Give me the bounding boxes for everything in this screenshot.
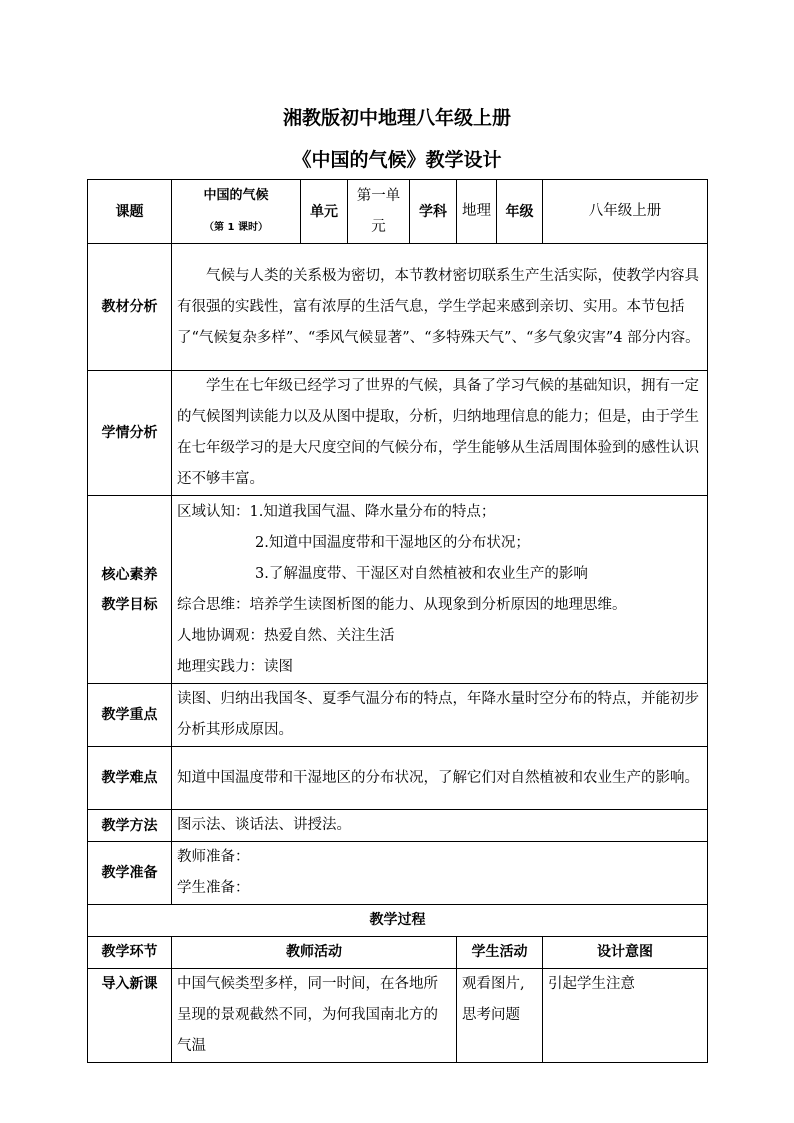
subject-label: 课题	[88, 180, 172, 244]
material-label: 教材分析	[88, 244, 172, 371]
goal-line-6: 地理实践力：读图	[177, 658, 293, 675]
table-row	[88, 969, 708, 1063]
row-goals	[88, 496, 708, 684]
header-intent: 设计意图	[543, 937, 708, 969]
header-teacher: 教师活动	[172, 937, 457, 969]
prep-content	[172, 842, 708, 905]
document-title: 湘教版初中地理八年级上册	[282, 107, 511, 129]
course-label: 学科	[410, 180, 457, 244]
student-analysis-text: 学生在七年级已经学习了世界的气候，具备了学习气候的基础知识，拥有一定的气候图判读能力以及从图中提取，分析，归纳地理信息的能力；但是，由于学生在七年级学习的是大尺度空间的气候分布，学生能够从生活周围体验到的感性认识还不够丰富。	[172, 371, 708, 496]
goals-content	[172, 496, 708, 684]
prep-teacher: 教师准备：	[177, 849, 250, 865]
goals-label-line2: 教学目标	[101, 596, 158, 613]
goal-line-4: 综合思维：培养学生读图析图的能力、从现象到分析原因的地理思维。	[177, 596, 627, 613]
keypoint-label: 教学重点	[88, 684, 172, 747]
difficulty-text: 知道中国温度带和干湿地区的分布状况，了解它们对自然植被和农业生产的影响。	[172, 747, 708, 810]
goal-line-1: 区域认知：1.知道我国气温、降水量分布的特点；	[177, 503, 496, 520]
goals-label-line1: 核心素养	[101, 566, 158, 583]
subject-value-text: 中国的气候	[203, 188, 269, 203]
prep-label: 教学准备	[88, 842, 172, 905]
header-student: 学生活动	[457, 937, 543, 969]
grade-label: 年级	[497, 180, 543, 244]
method-label: 教学方法	[88, 810, 172, 842]
subject-value	[172, 180, 301, 244]
row-keypoint	[88, 684, 708, 747]
material-text: 气候与人类的关系极为密切，本节教材密切联系生产生活实际，使教学内容具有很强的实践性，富有浓厚的生活气息，学生学起来感到亲切、实用。本节包括了“气候复杂多样”、“季风气候显著”、“多特殊天气”、“多气象灾害”4 部分内容。	[172, 244, 708, 371]
goal-line-2: 2.知道中国温度带和干湿地区的分布状况；	[255, 534, 530, 551]
subject-note: （第 1 课时）	[204, 222, 268, 233]
unit-value: 第一单元	[348, 180, 410, 244]
stage-cell: 导入新课	[88, 969, 172, 1063]
process-title: 教学过程	[88, 905, 708, 937]
intent-cell: 引起学生注意	[543, 969, 708, 1063]
row-subject	[88, 180, 708, 244]
prep-student: 学生准备：	[177, 880, 250, 896]
goals-label	[88, 496, 172, 684]
row-material	[88, 244, 708, 371]
grade-value: 八年级上册	[543, 180, 708, 244]
goal-line-5: 人地协调观：热爱自然、关注生活	[177, 627, 395, 644]
row-process-title	[88, 905, 708, 937]
goal-line-3: 3.了解温度带、干湿区对自然植被和农业生产的影响	[255, 565, 588, 582]
row-process-headers	[88, 937, 708, 969]
student-analysis-label: 学情分析	[88, 371, 172, 496]
row-prep	[88, 842, 708, 905]
unit-label: 单元	[301, 180, 348, 244]
keypoint-text: 读图、归纳出我国冬、夏季气温分布的特点，年降水量时空分布的特点，并能初步分析其形成原因。	[172, 684, 708, 747]
lesson-plan-table	[87, 179, 708, 1063]
row-method	[88, 810, 708, 842]
header-stage: 教学环节	[88, 937, 172, 969]
difficulty-label: 教学难点	[88, 747, 172, 810]
teacher-activity-cell: 中国气候类型多样，同一时间，在各地所呈现的景观截然不同，为何我国南北方的气温	[172, 969, 457, 1063]
course-value: 地理	[457, 180, 497, 244]
method-text: 图示法、谈话法、讲授法。	[172, 810, 708, 842]
row-difficulty	[88, 747, 708, 810]
document-subtitle: 《中国的气候》教学设计	[292, 149, 502, 171]
row-student	[88, 371, 708, 496]
student-activity-cell: 观看图片,思考问题	[457, 969, 543, 1063]
